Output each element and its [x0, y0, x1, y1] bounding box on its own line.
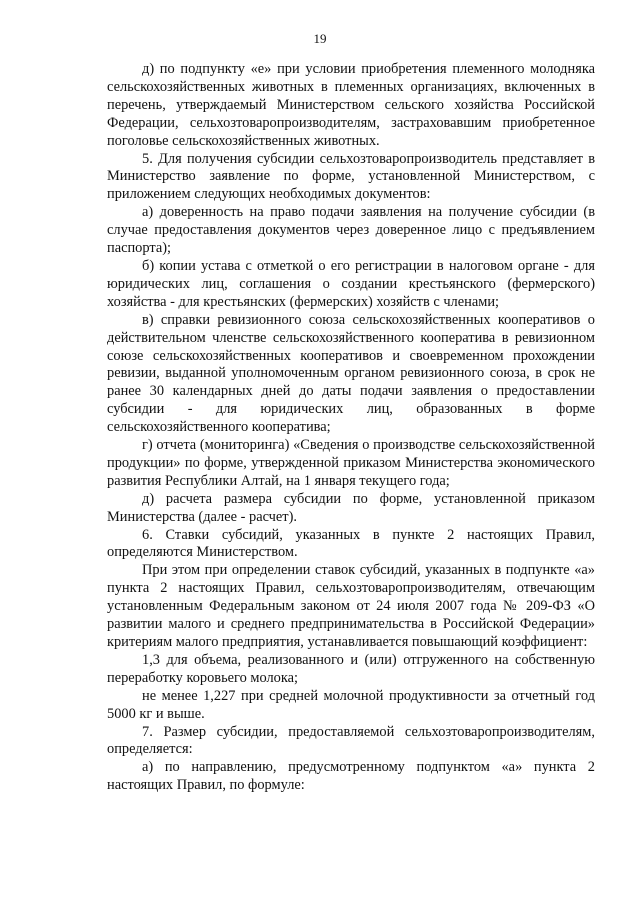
paragraph-5b-charter-copies: б) копии устава с отметкой о его регистрации в налоговом органе - для юридических лиц, соглашения о создании крестьянского (фермерского) хозяйства - для крестьянских (фермерских) хозяйств с членами; [107, 257, 595, 310]
document-body [107, 61, 595, 795]
paragraph-5g-monitoring-report: г) отчета (мониторинга) «Сведения о производстве сельскохозяйственной продукции» по форме, утвержденной приказом Министерства экономического развития Республики Алтай, на 1 января текущего года; [107, 437, 595, 489]
paragraph-7-subsidy-amount: 7. Размер субсидии, предоставляемой сельхозтоваропроизводителям, определяется: [107, 723, 595, 758]
paragraph-5-application: 5. Для получения субсидии сельхозтоваропроизводитель представляет в Министерство заявление по форме, установленной Министерством, с приложением следующих необходимых документов: [107, 150, 595, 203]
page-number: 19 [313, 31, 327, 46]
paragraph-6-small-enterprise-coefficient: При этом при определении ставок субсидий, указанных в подпункте «а» пункта 2 настоящих Правил, сельхозтоваропроизводителям, отвечающим установленным Федеральным законом от 24 июля 2007 года № 209-ФЗ «О развитии малого и среднего предпринимательства в Российской Федерации» критериям малого предприятия, устанавливается повышающий коэффициент: [107, 562, 595, 650]
paragraph-coefficient-milk-volume: 1,3 для объема, реализованного и (или) отгруженного на собственную переработку коровьего молока; [107, 651, 595, 686]
paragraph-d-breeding: д) по подпункту «е» при условии приобретения племенного молодняка сельскохозяйственных животных в племенных организациях, включенных в перечень, утверждаемый Министерством сельского хозяйства Российской Федерации, сельхозтоваропроизводителям, застраховавшим приобретенное поголовье сельскохозяйственных животных. [107, 61, 595, 149]
paragraph-coefficient-milk-productivity: не менее 1,227 при средней молочной продуктивности за отчетный год 5000 кг и выше. [107, 687, 595, 722]
paragraph-6-subsidy-rates: 6. Ставки субсидий, указанных в пункте 2 настоящих Правил, определяются Министерством. [107, 526, 595, 561]
paragraph-5d-subsidy-calculation: д) расчета размера субсидии по форме, установленной приказом Министерства (далее - расчет). [107, 490, 595, 525]
paragraph-5a-power-of-attorney: а) доверенность на право подачи заявления на получение субсидии (в случае предоставления документов через доверенное лицо с предъявлением паспорта); [107, 204, 595, 257]
paragraph-7a-formula-intro: а) по направлению, предусмотренному подпунктом «а» пункта 2 настоящих Правил, по формуле: [107, 759, 595, 794]
paragraph-5v-audit-union-certificate: в) справки ревизионного союза сельскохозяйственных кооперативов о действительном членстве сельскохозяйственного кооператива в ревизионном союзе сельскохозяйственных кооперативов и своевременном прохождении ревизии, выданной уполномоченным органом ревизионного союза, в срок не ранее 30 календарных дней до даты подачи заявления о предоставлении субсидии - для юридических лиц, образованных в форме сельскохозяйственного кооператива; [107, 311, 595, 436]
